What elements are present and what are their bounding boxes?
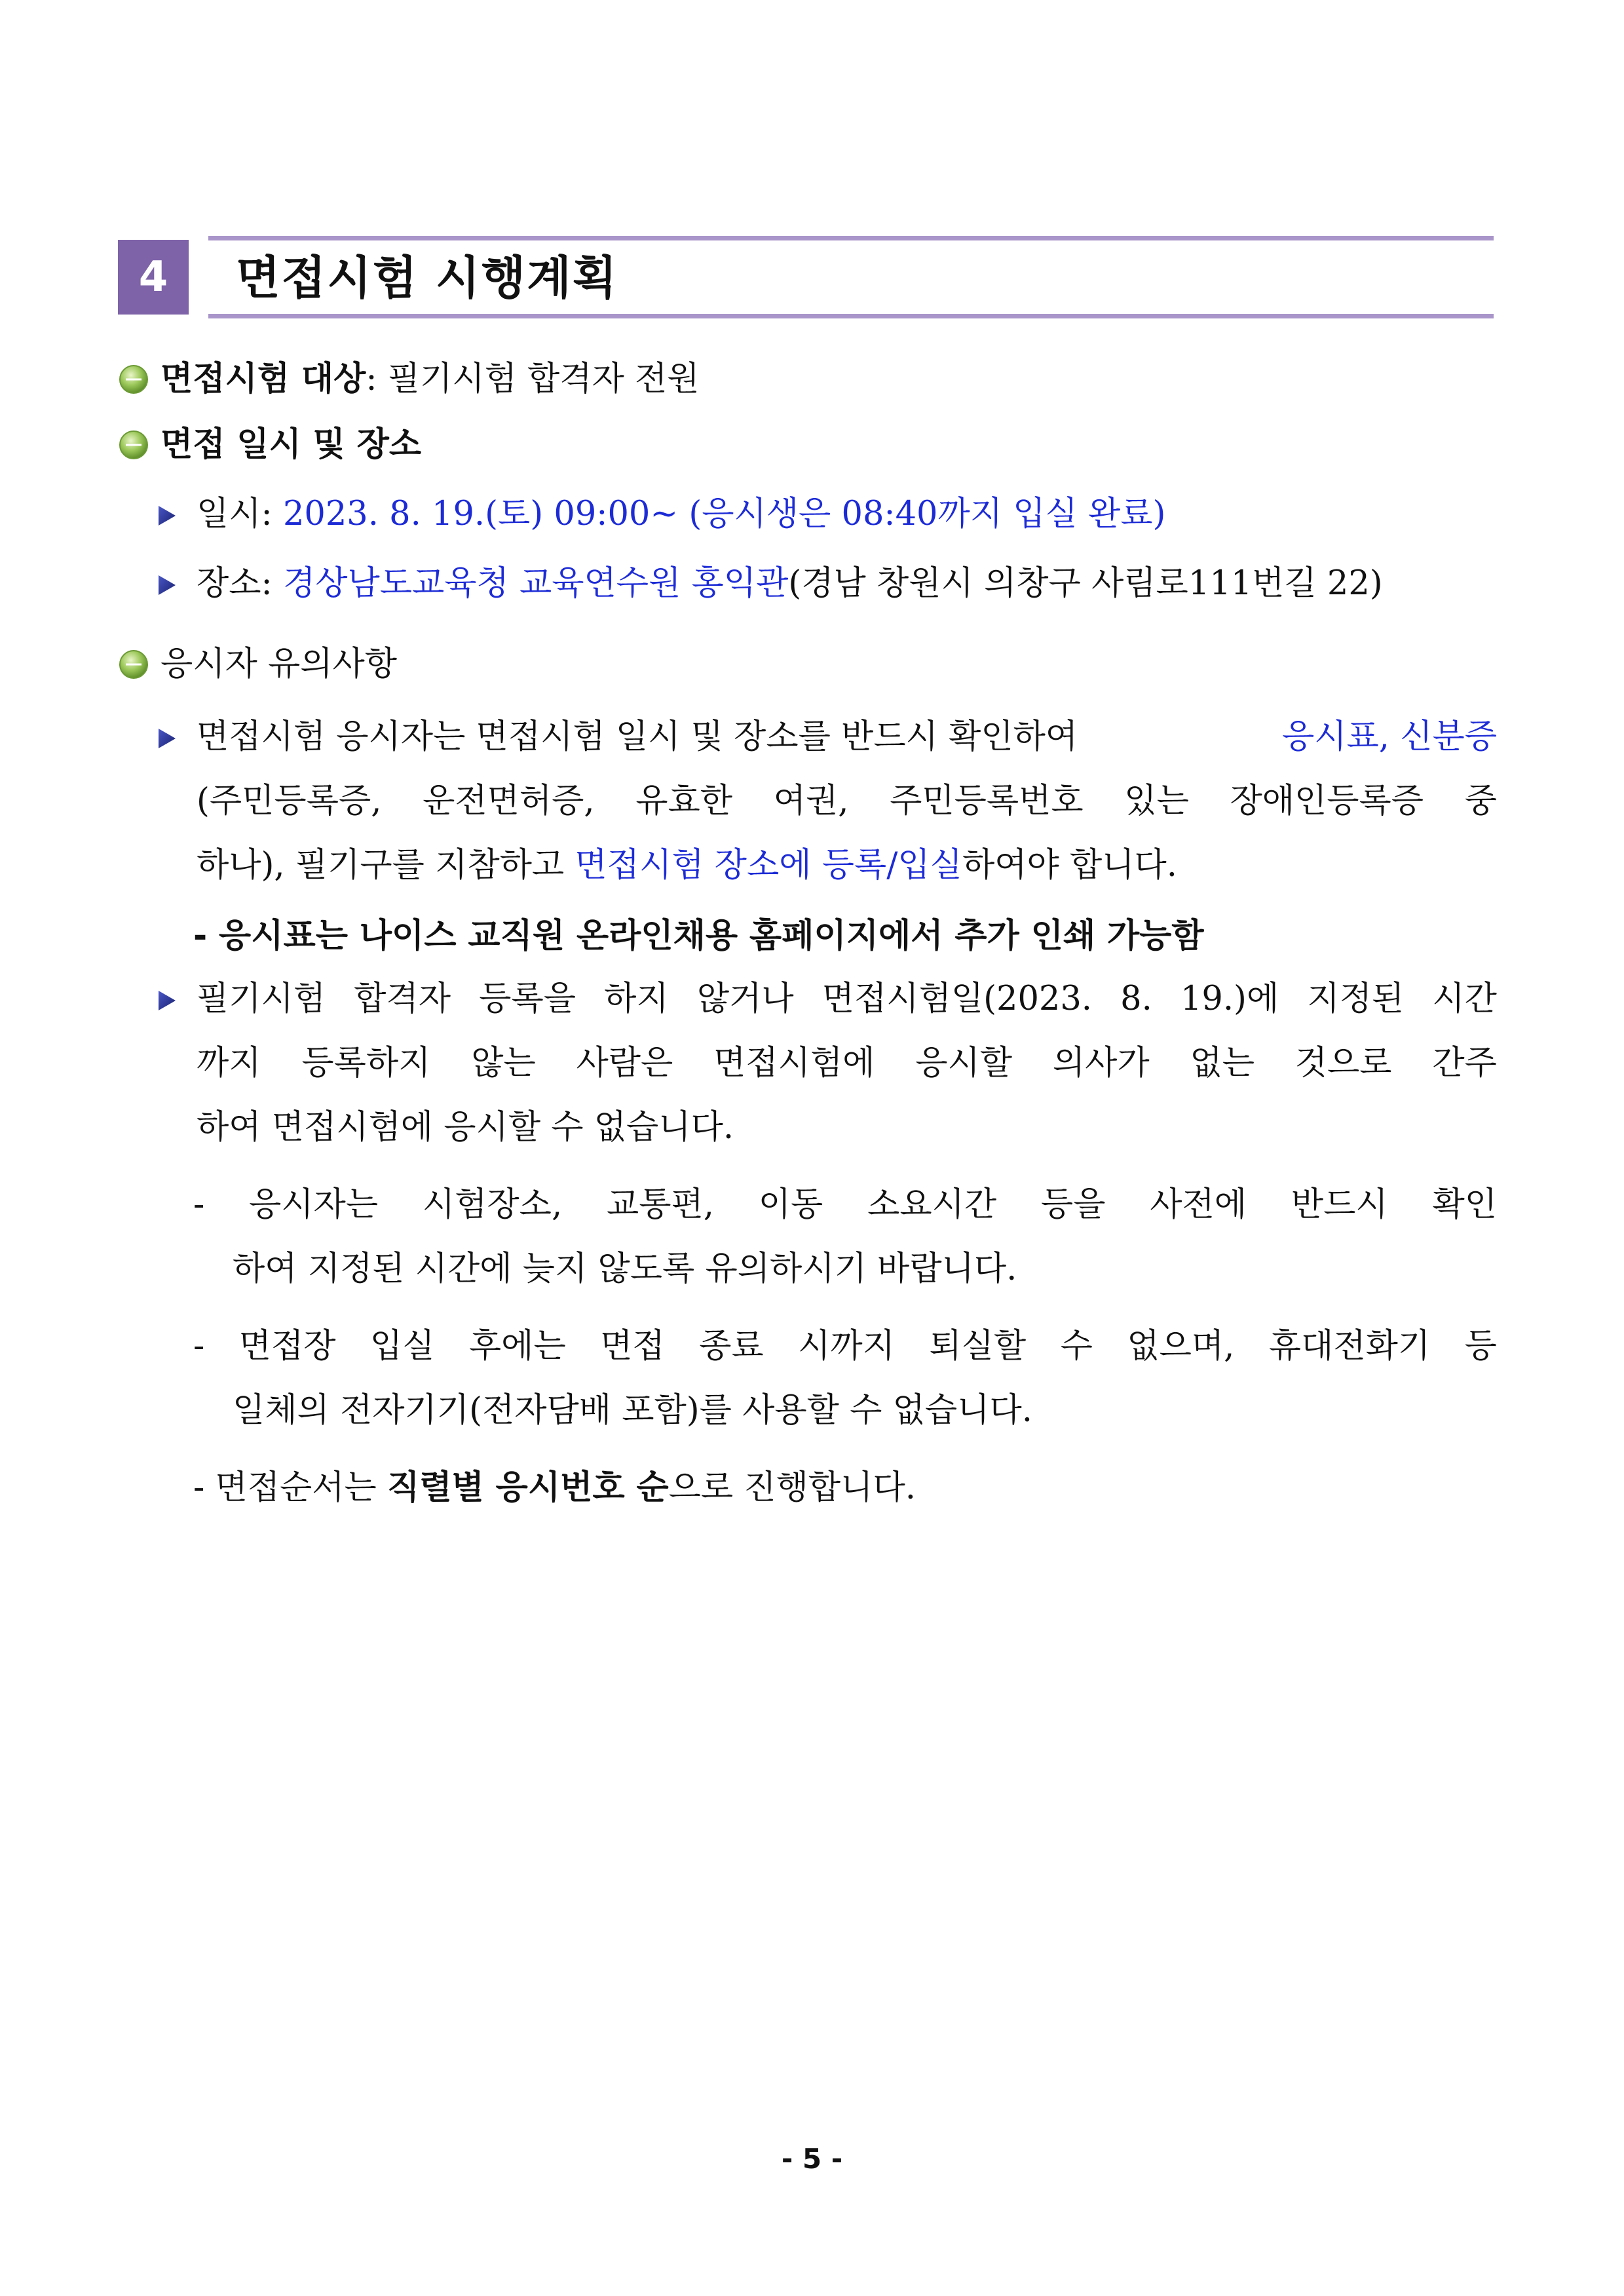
note2-line2 — [197, 1041, 1497, 1086]
date-line — [197, 491, 1165, 537]
place-line — [197, 561, 1383, 607]
note2-sub2-line1 — [193, 1324, 1497, 1369]
green-circle-bullet-icon — [118, 364, 149, 395]
note2-sub3-order: 직렬별 응시번호 순 — [387, 1468, 669, 1507]
word: 중 — [1464, 782, 1497, 820]
word: 교통편, — [606, 1185, 714, 1224]
page-number: - 5 - — [781, 2143, 843, 2175]
word: (주민등록증, — [197, 782, 382, 820]
word: 시험장소, — [422, 1185, 563, 1224]
triangle-bullet-icon — [157, 989, 177, 1012]
word: 시까지 — [798, 1327, 895, 1366]
note1-line3 — [197, 843, 1177, 889]
word: 지정된 — [1307, 980, 1405, 1018]
triangle-bullet-icon — [157, 574, 177, 596]
place-address: (경남 창원시 의창구 사림로111번길 22) — [788, 564, 1383, 603]
word: 후에는 — [468, 1327, 566, 1366]
word: 응시할 — [915, 1044, 1013, 1082]
word: 사람은 — [576, 1044, 673, 1082]
note2-sub3-line — [193, 1465, 916, 1511]
triangle-bullet-icon — [157, 505, 177, 527]
word: 8. — [1120, 980, 1152, 1018]
word: - — [193, 1327, 205, 1366]
note2-sub2-line2: 일체의 전자기기(전자담배 포함)를 사용할 수 없습니다. — [233, 1391, 1032, 1430]
note1-line1-text: 면접시험 응시자는 면접시험 일시 및 장소를 반드시 확인하여 — [197, 718, 1078, 756]
word: 등록하지 — [301, 1044, 431, 1082]
note1-register-place: 면접시험 장소에 등록/입실 — [575, 846, 962, 885]
section-bottom-rule — [208, 314, 1494, 318]
note1-line3-pre: 하나), 필기구를 지참하고 — [197, 846, 575, 885]
word: 사전에 — [1150, 1185, 1247, 1224]
date-value: 2023. 8. 19.(토) 09:00~ (응시생은 08:40까지 입실 완료) — [282, 495, 1166, 533]
word: 있는 — [1124, 782, 1189, 820]
word: 반드시 — [1291, 1185, 1388, 1224]
section-top-rule — [208, 236, 1494, 240]
word: 확인 — [1432, 1185, 1497, 1224]
note2-sub1-line1 — [193, 1182, 1497, 1228]
word: 소요시간 — [867, 1185, 997, 1224]
word: 퇴실할 — [929, 1327, 1027, 1366]
exam-target-value: : 필기시험 합격자 전원 — [366, 360, 700, 398]
note1-line2 — [197, 778, 1497, 824]
word: - — [193, 1185, 205, 1224]
section-title: 면접시험 시행계획 — [236, 251, 618, 305]
exam-target-label: 면접시험 대상 — [161, 360, 366, 398]
word: 등록을 — [479, 980, 576, 1018]
word: 필기시험 — [197, 980, 326, 1018]
word: 면접장 — [238, 1327, 336, 1366]
word: 수 — [1060, 1327, 1093, 1366]
word: 의사가 — [1052, 1044, 1150, 1082]
word: 주민등록번호 — [890, 782, 1084, 820]
word: 휴대전화기 — [1268, 1327, 1431, 1366]
section-number-box: 4 — [118, 240, 189, 315]
word: 면접시험에 — [713, 1044, 875, 1082]
word: 합격자 — [354, 980, 451, 1018]
word: 등을 — [1040, 1185, 1106, 1224]
word: 없는 — [1190, 1044, 1255, 1082]
place-value: 경상남도교육청 교육연수원 홍익관 — [282, 564, 789, 603]
note2-sub3-pre: - 면접순서는 — [193, 1468, 387, 1507]
word: 않는 — [471, 1044, 536, 1082]
notes-heading: 응시자 유의사항 — [161, 645, 398, 683]
word: 운전면허증, — [423, 782, 595, 820]
word: 유효한 — [635, 782, 733, 820]
word: 장애인등록증 — [1230, 782, 1424, 820]
note2-line3: 하여 면접시험에 응시할 수 없습니다. — [197, 1108, 734, 1147]
word: 이동 — [758, 1185, 823, 1224]
note2-sub3-post: 으로 진행합니다. — [668, 1468, 916, 1507]
word: 종료 — [699, 1327, 764, 1366]
word: 입실 — [369, 1327, 435, 1366]
word: 않거나 — [696, 980, 794, 1018]
place-label: 장소: — [197, 564, 283, 603]
note1-sub-reprint: - 응시표는 나이스 교직원 온라인채용 홈페이지에서 추가 인쇄 가능함 — [193, 917, 1204, 955]
datetime-place-heading: 면접 일시 및 장소 — [161, 425, 422, 464]
word: 19.)에 — [1180, 980, 1279, 1018]
word: 하지 — [604, 980, 669, 1018]
date-label: 일시: — [197, 495, 283, 533]
note1-required-items: 응시표, 신분증 — [1281, 718, 1497, 756]
word: 응시자는 — [249, 1185, 379, 1224]
word: 등 — [1464, 1327, 1497, 1366]
word: 까지 — [197, 1044, 261, 1082]
note2-sub1-line2: 하여 지정된 시간에 늦지 않도록 유의하시기 바랍니다. — [233, 1250, 1017, 1288]
word: 여권, — [773, 782, 849, 820]
green-circle-bullet-icon — [118, 429, 149, 461]
word: 것으로 — [1294, 1044, 1392, 1082]
note1-line3-post: 하여야 합니다. — [962, 846, 1177, 885]
word: 없으며, — [1127, 1327, 1235, 1366]
word: 면접시험일(2023. — [821, 980, 1092, 1018]
section-header — [118, 236, 1494, 318]
word: 시간 — [1432, 980, 1497, 1018]
note1-line1 — [197, 714, 1497, 760]
word: 면접 — [600, 1327, 665, 1366]
note2-line1 — [197, 976, 1497, 1022]
green-circle-bullet-icon — [118, 649, 149, 680]
word: 간주 — [1432, 1044, 1497, 1082]
triangle-bullet-icon — [157, 727, 177, 750]
exam-target-line — [161, 356, 700, 402]
